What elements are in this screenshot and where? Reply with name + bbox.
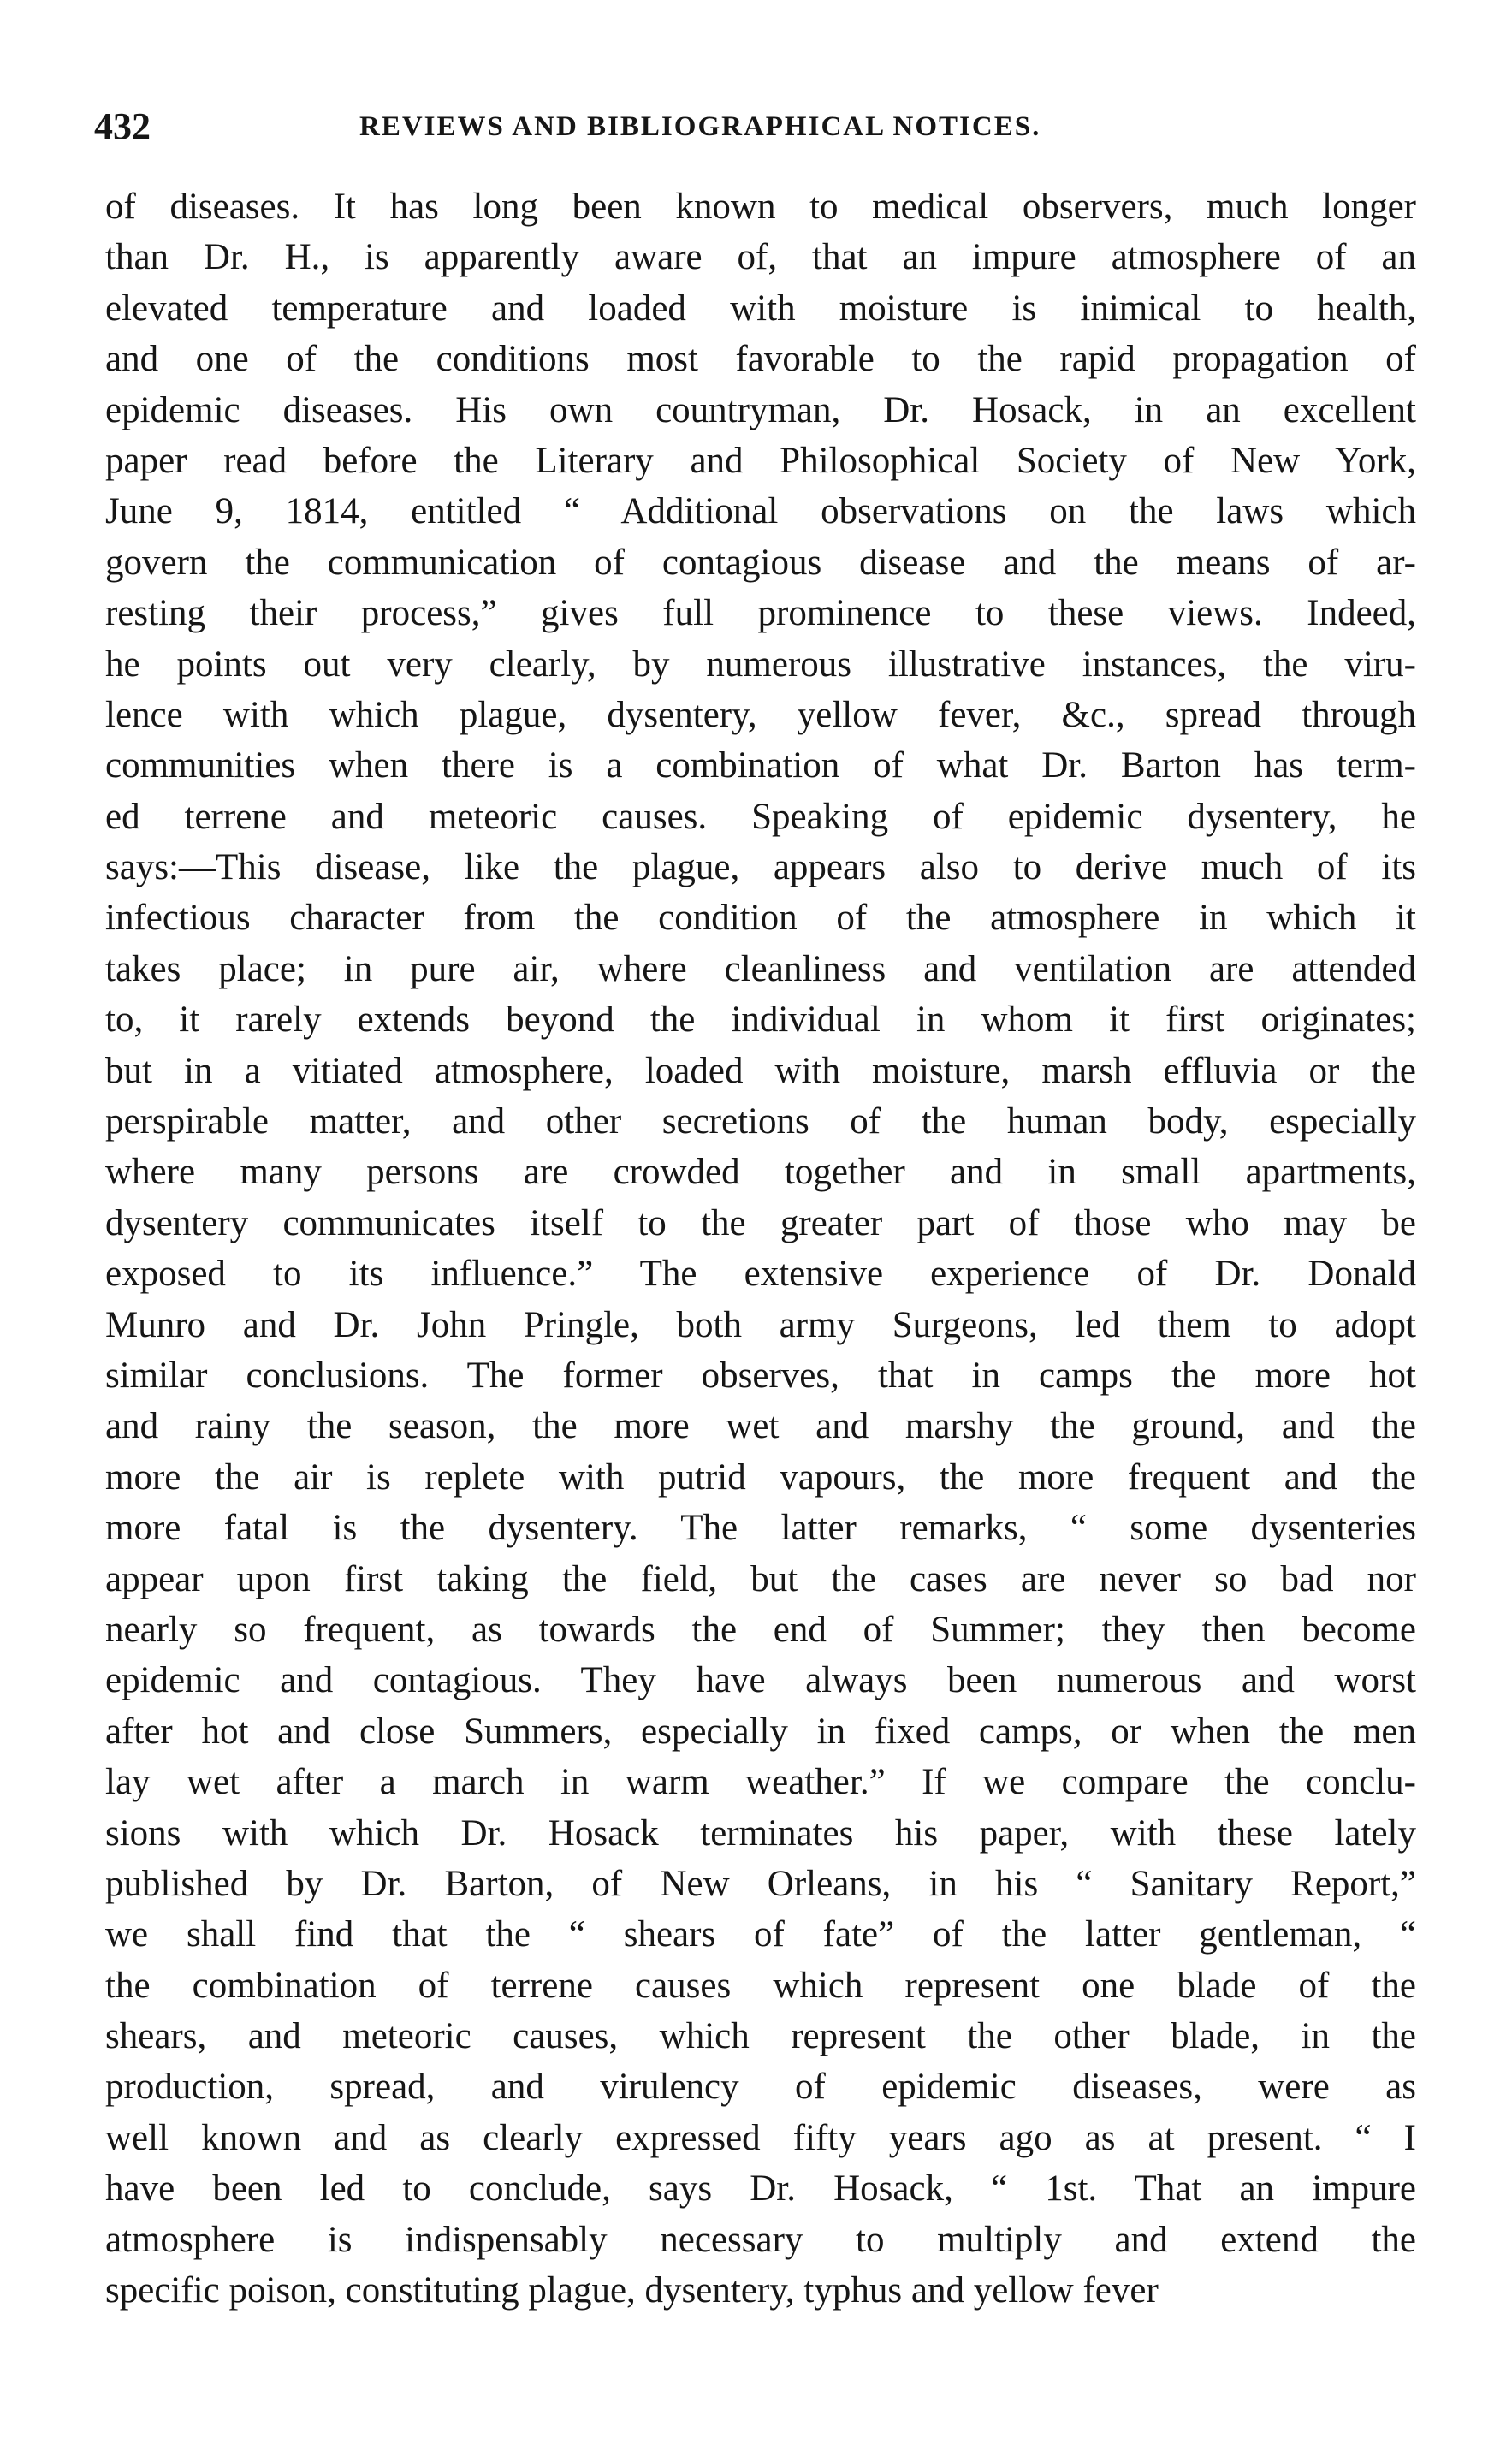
text-line: similar conclusions. The former observes, that in camps the more hot (105, 1355, 1416, 1396)
text-line: specific poison, constituting plague, dysentery, typhus and yellow fever (105, 2270, 1159, 2311)
text-line: lay wet after a march in warm weather.” If we compare the conclu- (105, 1762, 1416, 1803)
text-line: and rainy the season, the more wet and marshy the ground, and the (105, 1406, 1416, 1447)
text-line: says:—This disease, like the plague, appears also to derive much of its (105, 847, 1416, 888)
text-line: shears, and meteoric causes, which represent the other blade, in the (105, 2016, 1416, 2057)
text-line: published by Dr. Barton, of New Orleans, in his “ Sanitary Report,” (105, 1863, 1416, 1904)
text-line: paper read before the Literary and Philosophical Society of New York, (105, 440, 1416, 481)
text-line: than Dr. H., is apparently aware of, that an impure atmosphere of an (105, 237, 1416, 278)
text-line: infectious character from the condition of the atmosphere in which it (105, 898, 1416, 939)
text-line: resting their process,” gives full prominence to these views. Indeed, (105, 593, 1416, 634)
text-line: he points out very clearly, by numerous illustrative instances, the viru- (105, 644, 1416, 685)
text-line: more the air is replete with putrid vapours, the more frequent and the (105, 1456, 1416, 1498)
running-head (94, 101, 1416, 152)
text-line: elevated temperature and loaded with moisture is inimical to health, (105, 288, 1416, 329)
text-line: but in a vitiated atmosphere, loaded with moisture, marsh effluvia or the (105, 1050, 1416, 1091)
text-line: after hot and close Summers, especially in fixed camps, or when the men (105, 1711, 1416, 1752)
text-line: June 9, 1814, entitled “ Additional observations on the laws which (105, 491, 1416, 532)
text-line: communities when there is a combination of what Dr. Barton has term- (105, 745, 1416, 786)
running-title: REVIEWS AND BIBLIOGRAPHICAL NOTICES. (359, 111, 1041, 142)
text-line: epidemic diseases. His own countryman, Dr. Hosack, in an excellent (105, 389, 1416, 430)
text-line: sions with which Dr. Hosack terminates his paper, with these lately (105, 1812, 1416, 1854)
page-number: 432 (94, 105, 151, 147)
text-line: more fatal is the dysentery. The latter remarks, “ some dysenteries (105, 1508, 1416, 1549)
text-line: govern the communication of contagious disease and the means of ar- (105, 542, 1416, 583)
text-line: ed terrene and meteoric causes. Speaking of epidemic dysentery, he (105, 796, 1416, 837)
text-line: have been led to conclude, says Dr. Hosack, “ 1st. That an impure (105, 2168, 1416, 2210)
text-line: atmosphere is indispensably necessary to multiply and extend the (105, 2219, 1416, 2260)
text-line: appear upon first taking the field, but the cases are never so bad nor (105, 1558, 1416, 1599)
text-line: epidemic and contagious. They have always been numerous and worst (105, 1660, 1416, 1701)
text-line: nearly so frequent, as towards the end of Summer; they then become (105, 1609, 1416, 1650)
body-text (105, 181, 1416, 2316)
text-line: takes place; in pure air, where cleanliness and ventilation are attended (105, 948, 1416, 989)
text-line: exposed to its influence.” The extensive experience of Dr. Donald (105, 1254, 1416, 1295)
text-line: Munro and Dr. John Pringle, both army Surgeons, led them to adopt (105, 1304, 1416, 1345)
text-line: production, spread, and virulency of epidemic diseases, were as (105, 2067, 1416, 2108)
text-line: dysentery communicates itself to the greater part of those who may be (105, 1202, 1416, 1243)
text-line: and one of the conditions most favorable to the rapid propagation of (105, 339, 1416, 380)
text-line: well known and as clearly expressed fifty years ago as at present. “ I (105, 2117, 1416, 2158)
text-line: we shall find that the “ shears of fate” of the latter gentleman, “ (105, 1914, 1416, 1955)
text-line: where many persons are crowded together and in small apartments, (105, 1152, 1416, 1193)
text-line: perspirable matter, and other secretions of the human body, especially (105, 1101, 1416, 1142)
text-line: to, it rarely extends beyond the individual in whom it first originates; (105, 1000, 1416, 1041)
text-line: lence with which plague, dysentery, yellow fever, &c., spread through (105, 694, 1416, 735)
text-line: the combination of terrene causes which represent one blade of the (105, 1965, 1416, 2006)
text-line: of diseases. It has long been known to medical observers, much longer (105, 187, 1416, 227)
